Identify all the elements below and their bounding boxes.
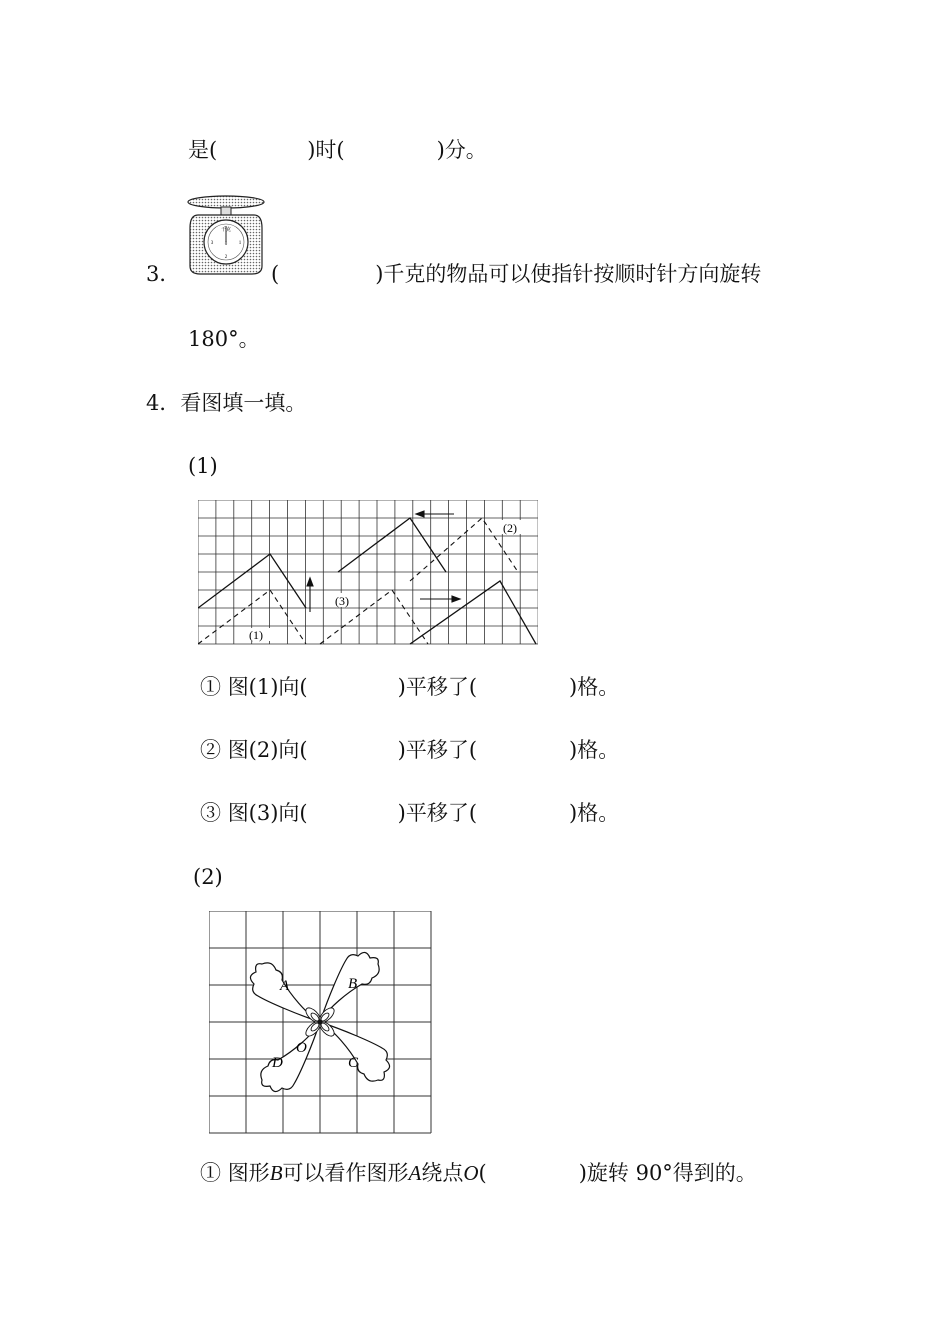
q2-tail-line (188, 136, 487, 164)
arrow-right-icon (452, 596, 460, 602)
arrow-left-icon (416, 511, 424, 517)
point-o (318, 1020, 322, 1024)
q2-text-1: 是( (188, 138, 218, 162)
q3-line (271, 260, 761, 288)
petal-label-d: D (272, 1055, 283, 1071)
shape-2-translated (338, 518, 446, 572)
scale-tray (188, 196, 264, 208)
dial-label-top: 千克 (220, 228, 232, 233)
q3-number: 3． (146, 262, 181, 286)
q-text-a: 图(2)向( (227, 738, 308, 762)
q3-open: ( (271, 262, 280, 286)
figure-label-2: (2) (503, 521, 517, 535)
shape-3-translated (410, 581, 536, 644)
dial-label-right: 1 (238, 241, 242, 246)
p1-question-3 (200, 799, 619, 827)
q2-text-3: )分。 (436, 138, 487, 162)
q-text-a: 图(3)向( (227, 801, 308, 825)
point-o-var: O (463, 1161, 479, 1185)
figure-label-3: (3) (335, 594, 349, 608)
q-text-c: )格。 (569, 675, 620, 699)
q4-heading (146, 389, 306, 417)
circle-num: ③ (200, 801, 221, 825)
arrow-up-icon (307, 578, 313, 586)
q4-number: 4． (146, 391, 181, 415)
shape-b-var: B (269, 1161, 283, 1185)
q-text-c: )格。 (569, 738, 620, 762)
q-text-b: )平移了( (397, 675, 478, 699)
petal-label-b: B (348, 976, 358, 992)
dial-label-bottom: 2 (224, 255, 228, 260)
dial-label-left: 3 (210, 241, 214, 246)
q4-title: 看图填一填。 (180, 391, 307, 415)
q3-text: )千克的物品可以使指针按顺时针方向旋转 (375, 262, 762, 286)
q2-text-2: 可以看作图形 (282, 1161, 409, 1185)
circle-num: ① (200, 675, 221, 699)
q-text-a: 图(1)向( (227, 675, 308, 699)
circle-num: ② (200, 738, 221, 762)
translation-grid-figure (198, 500, 538, 648)
q-text-c: )格。 (569, 801, 620, 825)
q2-text-3: 绕点 (421, 1161, 464, 1185)
p1-question-2 (200, 736, 619, 764)
q2-text-4: ( (478, 1161, 487, 1185)
q-text-b: )平移了( (397, 801, 478, 825)
p2-question-1 (200, 1159, 757, 1187)
point-label-o: O (296, 1040, 307, 1056)
shape-a-var: A (408, 1161, 422, 1185)
p1-question-1 (200, 673, 619, 701)
q3-continuation: 180°。 (188, 327, 260, 351)
kitchen-scale-image (186, 192, 266, 277)
figure-label-1: (1) (249, 628, 263, 642)
part2-label: (2) (193, 865, 223, 889)
circle-num: ① (200, 1161, 221, 1185)
petal-label-c: C (348, 1055, 359, 1071)
q-text-b: )平移了( (397, 738, 478, 762)
q2-text-1: 图形 (227, 1161, 270, 1185)
q2-text-2: )时( (307, 138, 345, 162)
rotation-grid-figure (209, 911, 433, 1139)
q2-text-5: )旋转 90°得到的。 (578, 1161, 757, 1185)
scale-neck (221, 207, 231, 215)
translation-grid (198, 500, 538, 644)
dial-label-center: 0 (224, 242, 228, 247)
part1-label: (1) (188, 454, 218, 478)
petal-label-a: A (280, 978, 290, 994)
